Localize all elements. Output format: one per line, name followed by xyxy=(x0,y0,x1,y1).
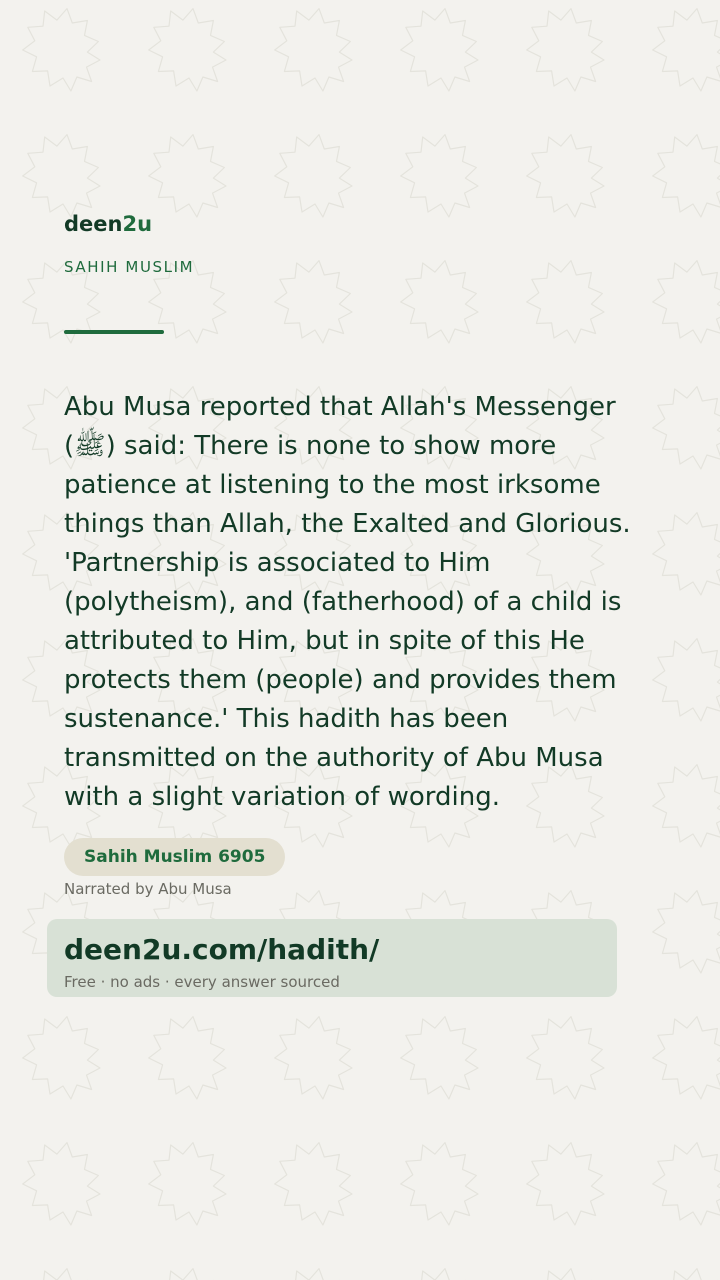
brand-name: deen xyxy=(64,212,123,236)
website-link-card[interactable] xyxy=(47,919,617,997)
brand-logo xyxy=(64,212,152,236)
divider xyxy=(64,330,164,334)
hadith-text: Abu Musa reported that Allah's Messenger (ﷺ) said: There is none to show more patience at listening to the most irksome things than Allah, the Exalted and Glorious. 'Partnership is associated to Him (polytheism), and (fatherhood) of a child is attributed to Him, but in spite of this He protects them (people) and provides them sustenance.' This hadith has been transmitted on the authority of Abu Musa with a slight variation of wording. xyxy=(64,392,631,812)
collection-label: SAHIH MUSLIM xyxy=(64,258,195,276)
brand-name-accent: 2u xyxy=(122,212,153,236)
website-url[interactable]: deen2u.com/hadith/ xyxy=(64,933,380,966)
hadith-reference-badge: Sahih Muslim 6905 xyxy=(64,838,285,876)
narrator-line: Narrated by Abu Musa xyxy=(64,880,232,898)
website-tagline: Free · no ads · every answer sourced xyxy=(64,973,340,991)
